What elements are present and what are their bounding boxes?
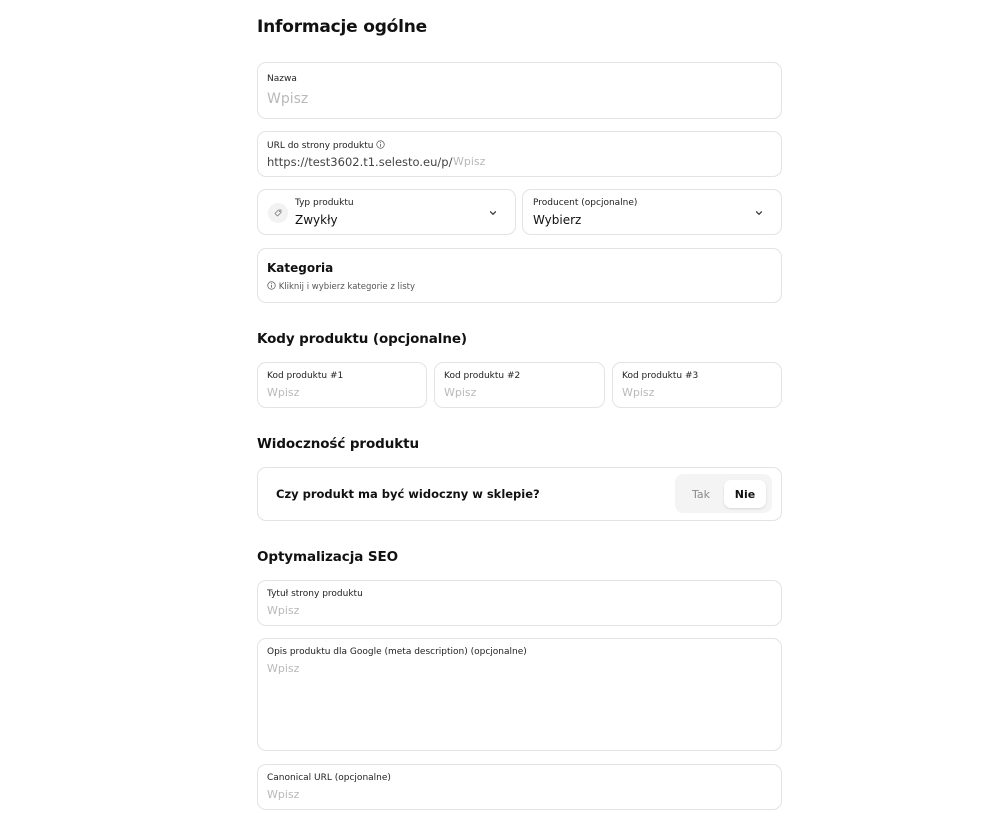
seo-section-title: Optymalizacja SEO <box>257 549 398 565</box>
name-label: Nazwa <box>267 74 297 84</box>
product-code-2-input[interactable] <box>444 386 594 399</box>
producer-select[interactable] <box>522 189 782 235</box>
canonical-url-label: Canonical URL (opcjonalne) <box>267 773 391 783</box>
product-type-select[interactable] <box>257 189 516 235</box>
name-input[interactable] <box>267 91 767 107</box>
chevron-down-icon <box>754 208 764 218</box>
url-input[interactable] <box>453 155 753 168</box>
category-label: Kategoria <box>267 261 334 275</box>
url-label: URL do strony produktu <box>267 140 385 151</box>
product-code-2-field[interactable] <box>434 362 605 408</box>
codes-section-title: Kody produktu (opcjonalne) <box>257 331 467 347</box>
product-code-2-label: Kod produktu #2 <box>444 371 521 381</box>
product-code-3-input[interactable] <box>622 386 772 399</box>
category-hint: Kliknij i wybierz kategorie z listy <box>267 281 415 292</box>
url-prefix: https://test3602.t1.selesto.eu/p/ <box>267 155 453 169</box>
info-icon <box>267 281 276 290</box>
visibility-option-nie[interactable]: Nie <box>724 480 766 508</box>
canonical-url-field[interactable] <box>257 764 782 810</box>
product-code-1-label: Kod produktu #1 <box>267 371 344 381</box>
seo-page-title-input[interactable] <box>267 604 767 617</box>
seo-page-title-field[interactable] <box>257 580 782 626</box>
visibility-toggle[interactable] <box>675 474 772 513</box>
product-code-3-label: Kod produktu #3 <box>622 371 699 381</box>
producer-value: Wybierz <box>533 213 582 227</box>
visibility-question: Czy produkt ma być widoczny w sklepie? <box>276 487 540 501</box>
meta-description-textarea[interactable] <box>267 662 772 744</box>
producer-label: Producent (opcjonalne) <box>533 198 638 208</box>
meta-description-label: Opis produktu dla Google (meta description) (opcjonalne) <box>267 647 527 657</box>
product-type-label: Typ produktu <box>295 198 354 208</box>
product-code-1-input[interactable] <box>267 386 417 399</box>
visibility-section-title: Widoczność produktu <box>257 436 419 452</box>
url-field[interactable] <box>257 131 782 177</box>
product-type-icon <box>268 203 288 223</box>
chevron-down-icon <box>488 208 498 218</box>
product-type-value: Zwykły <box>295 213 338 227</box>
product-code-3-field[interactable] <box>612 362 782 408</box>
product-code-1-field[interactable] <box>257 362 427 408</box>
canonical-url-input[interactable] <box>267 788 767 801</box>
meta-description-field[interactable] <box>257 638 782 751</box>
category-field[interactable] <box>257 248 782 303</box>
seo-page-title-label: Tytuł strony produktu <box>267 589 363 599</box>
general-section-title: Informacje ogólne <box>257 17 428 37</box>
info-icon <box>376 140 385 149</box>
name-field[interactable] <box>257 62 782 119</box>
visibility-option-tak[interactable]: Tak <box>691 487 710 501</box>
